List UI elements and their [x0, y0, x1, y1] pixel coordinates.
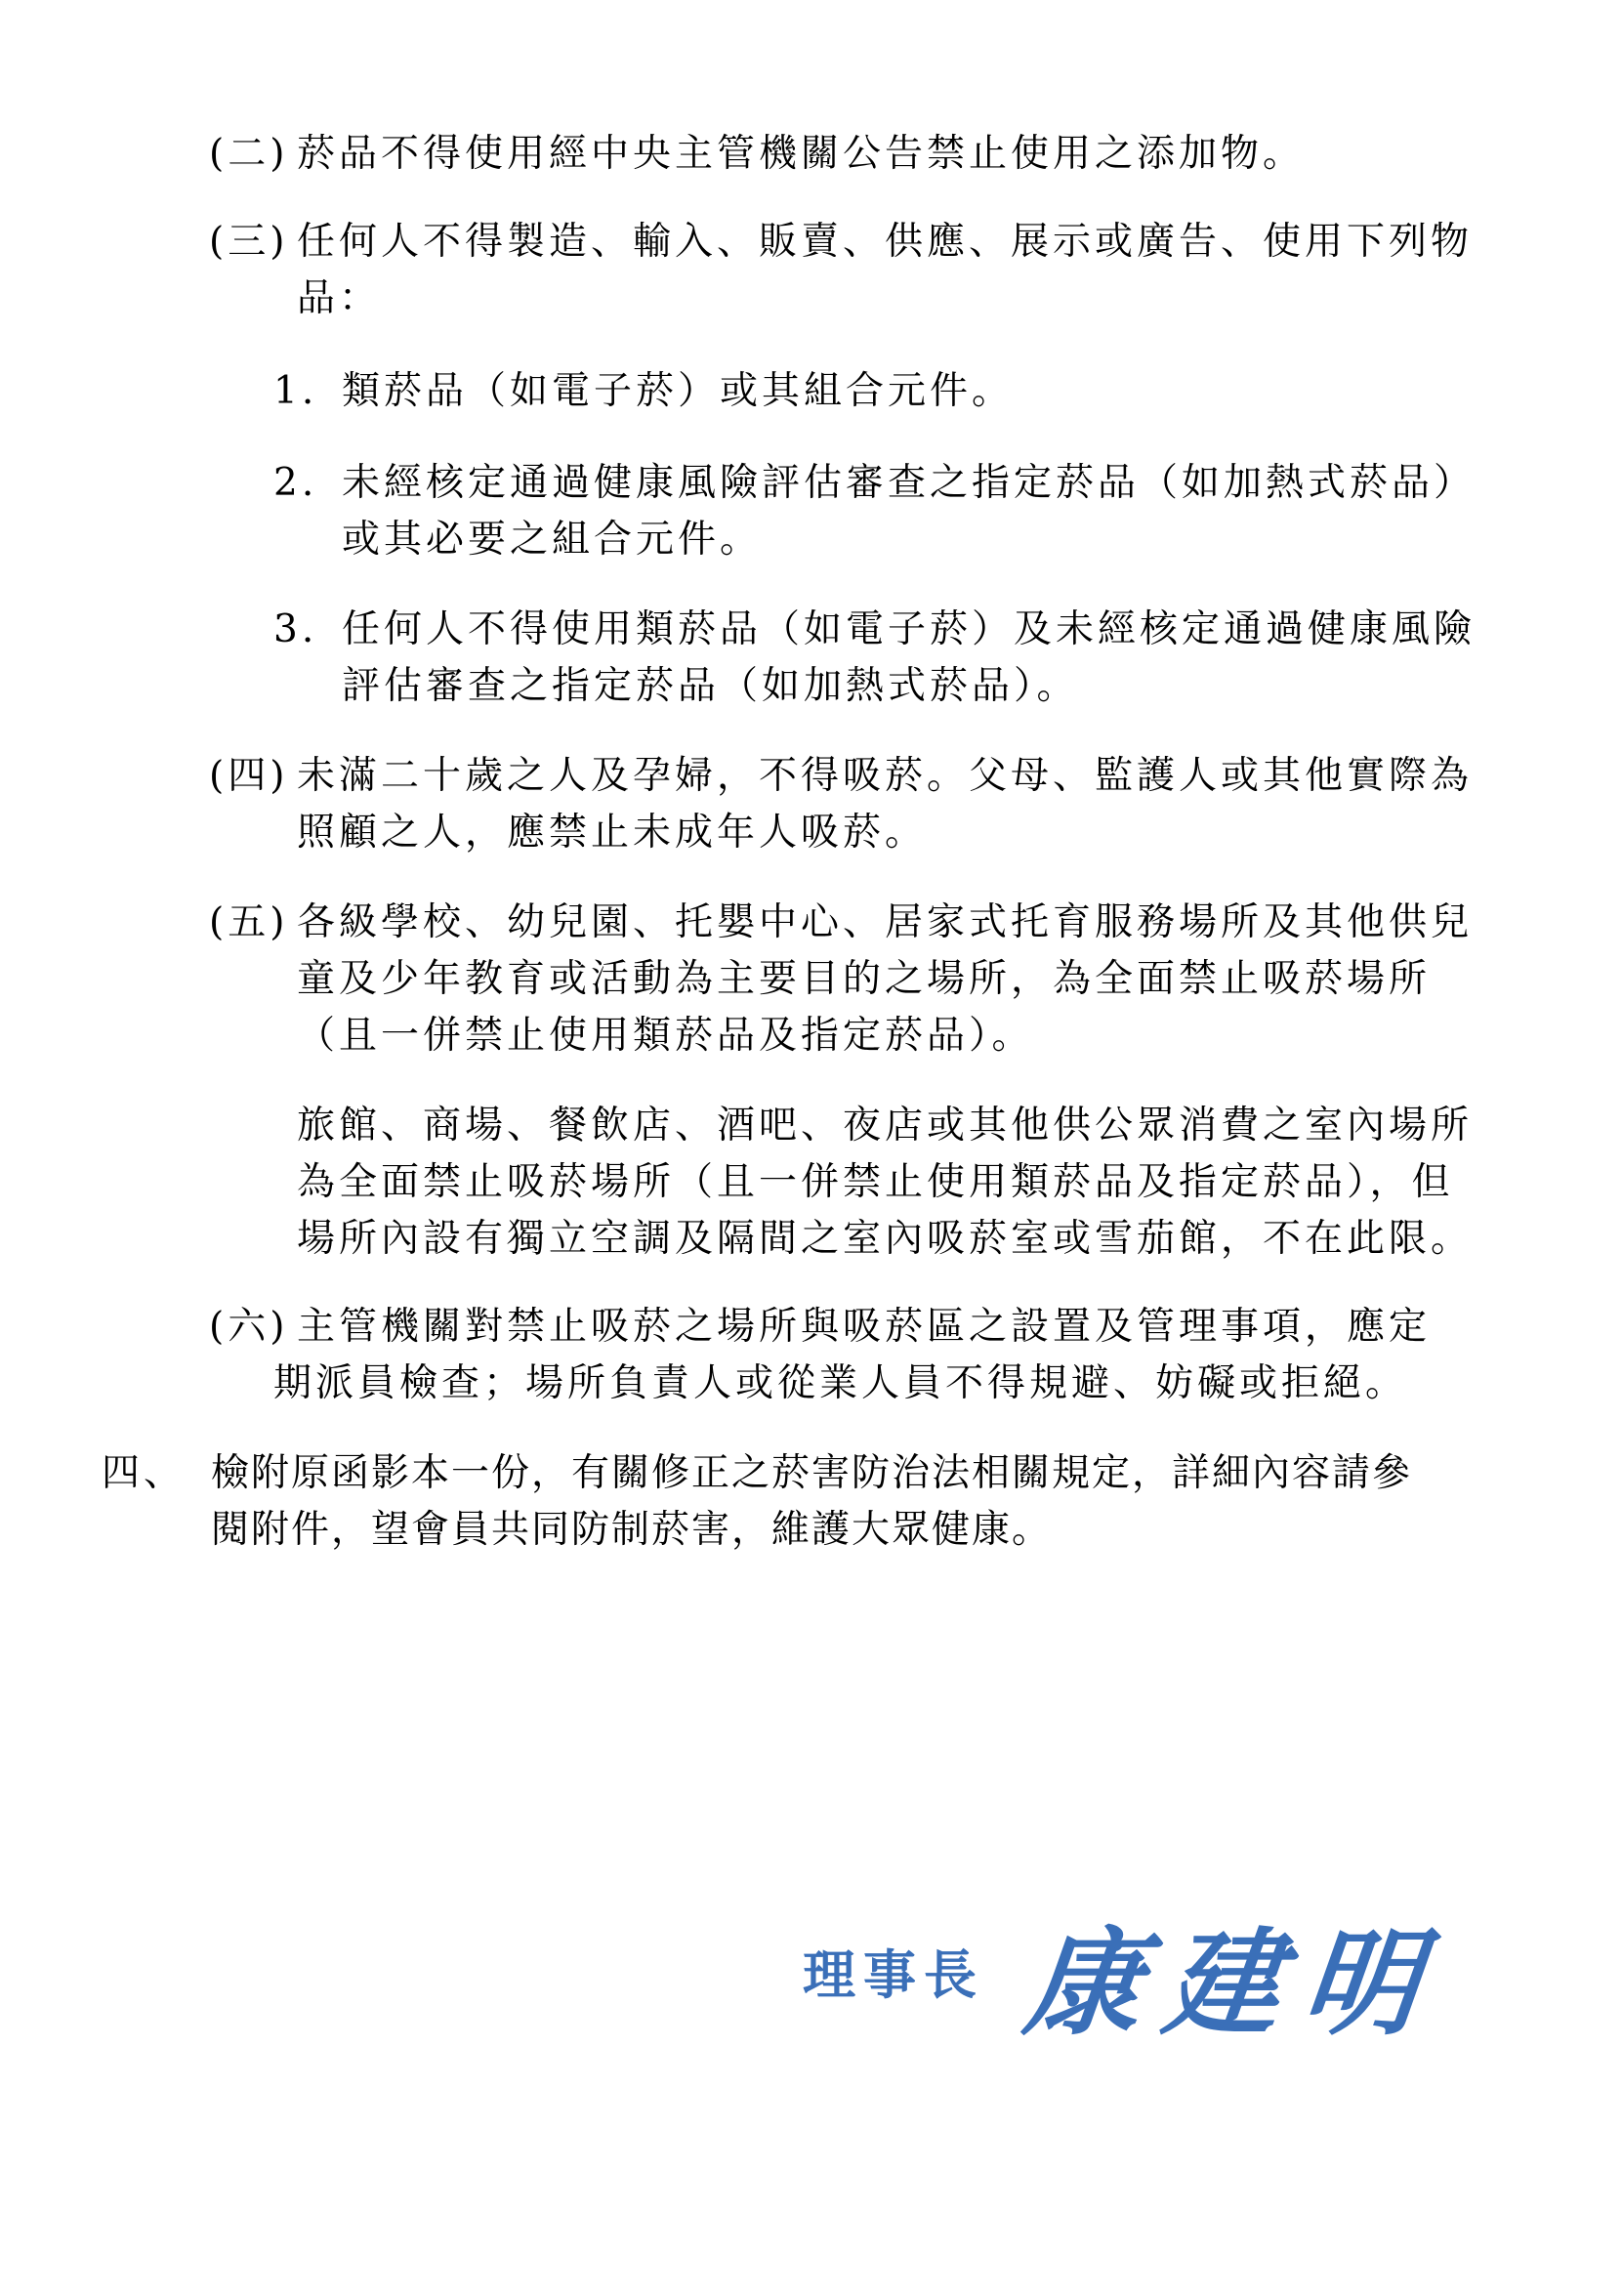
sub-item-text-line: 任何人不得使用類菸品（如電子菸）及未經核定通過健康風險: [342, 607, 1476, 651]
item-marker: (六): [209, 1305, 289, 1349]
item-text-line: 照顧之人，應禁止未成年人吸菸。: [297, 811, 928, 855]
sub-item-text-line: 類菸品（如電子菸）或其組合元件。: [342, 369, 1015, 413]
item-text-line: 任何人不得製造、輸入、販賣、供應、展示或廣告、使用下列物: [297, 220, 1474, 264]
item-text-line: 期派員檢查；場所負責人或從業人員不得規避、妨礙或拒絕。: [273, 1361, 1408, 1405]
item-text-line: 品：: [297, 276, 382, 320]
paragraph-text-line: 場所內設有獨立空調及隔間之室內吸菸室或雪茄館，不在此限。: [297, 1217, 1474, 1261]
item-text-line: 菸品不得使用經中央主管機關公告禁止使用之添加物。: [297, 132, 1306, 176]
item-text-line: 主管機關對禁止吸菸之場所與吸菸區之設置及管理事項，應定: [297, 1305, 1432, 1349]
item-marker: (五): [209, 900, 289, 944]
item-text-line: 各級學校、幼兒園、托嬰中心、居家式托育服務場所及其他供兒: [297, 900, 1474, 944]
sub-item-marker: 3.: [273, 607, 318, 651]
item-text-line: 童及少年教育或活動為主要目的之場所，為全面禁止吸菸場所: [297, 957, 1432, 1001]
sub-item-text-line: 未經核定通過健康風險評估審查之指定菸品（如加熱式菸品）: [342, 461, 1476, 505]
sub-item-marker: 2.: [273, 461, 318, 505]
sub-item-text-line: 評估審查之指定菸品（如加熱式菸品）。: [342, 664, 1079, 708]
signature-title: 理事長: [803, 1943, 984, 2006]
section-text-line: 閱附件，望會員共同防制菸害，維護大眾健康。: [211, 1508, 1053, 1552]
item-text-line: 未滿二十歲之人及孕婦，不得吸菸。父母、監護人或其他實際為: [297, 754, 1474, 798]
item-marker: (三): [209, 220, 289, 264]
signature-name: 康建明: [1019, 1915, 1450, 2051]
section-marker: 四、: [102, 1451, 187, 1495]
paragraph-text-line: 旅館、商場、餐飲店、酒吧、夜店或其他供公眾消費之室內場所: [297, 1104, 1474, 1148]
paragraph-text-line: 為全面禁止吸菸場所（且一併禁止使用類菸品及指定菸品），但: [297, 1160, 1454, 1204]
sub-item-marker: 1.: [273, 369, 318, 413]
item-marker: (四): [209, 754, 289, 798]
section-text-line: 檢附原函影本一份，有關修正之菸害防治法相關規定，詳細內容請參: [211, 1451, 1413, 1495]
sub-item-text-line: 或其必要之組合元件。: [342, 518, 763, 562]
chairman-signature: [803, 1891, 1506, 2051]
item-marker: (二): [209, 132, 289, 176]
item-text-line: （且一併禁止使用類菸品及指定菸品）。: [297, 1014, 1034, 1058]
item-5-paragraph-2: [297, 1098, 1473, 1268]
